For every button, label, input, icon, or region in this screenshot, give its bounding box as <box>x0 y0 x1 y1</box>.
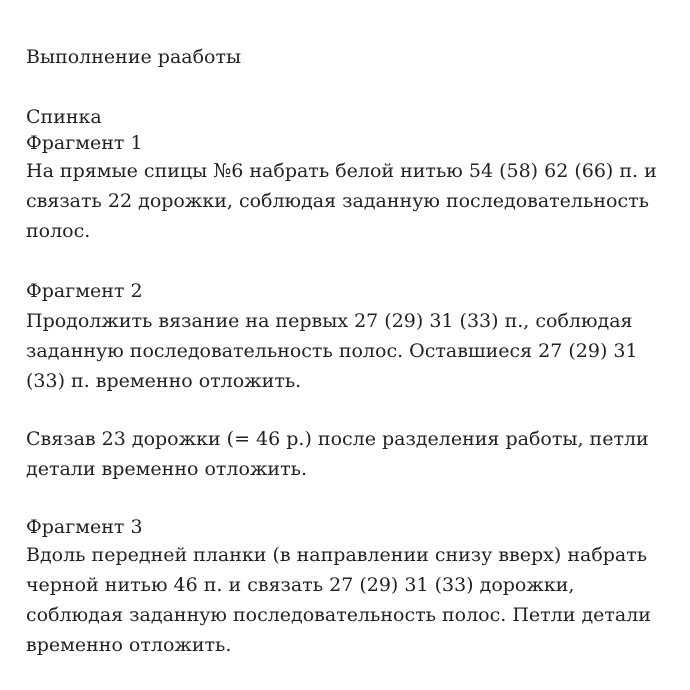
section-heading: Спинка <box>26 106 102 128</box>
fragment-1-text-line: полос. <box>26 220 91 242</box>
fragment-3-text-line: соблюдая заданную последовательность полос. Петли детали <box>26 604 651 626</box>
fragment-1-text-line: связать 22 дорожки, соблюдая заданную последовательность <box>26 190 649 212</box>
fragment-2-text-line: заданную последовательность полос. Оставшиеся 27 (29) 31 <box>26 340 638 362</box>
fragment-2-note-line: Связав 23 дорожки (= 46 р.) после разделения работы, петли <box>26 428 649 450</box>
fragment-1-heading: Фрагмент 1 <box>26 132 143 154</box>
fragment-3-text-line: черной нитью 46 п. и связать 27 (29) 31 (33) дорожки, <box>26 574 575 596</box>
fragment-3-text-line: временно отложить. <box>26 634 232 656</box>
fragment-2-text-line: Продолжить вязание на первых 27 (29) 31 (33) п., соблюдая <box>26 310 633 332</box>
fragment-2-heading: Фрагмент 2 <box>26 280 143 302</box>
fragment-3-heading: Фрагмент 3 <box>26 516 143 538</box>
fragment-2-note-line: детали временно отложить. <box>26 458 307 480</box>
fragment-1-text-line: На прямые спицы №6 набрать белой нитью 54 (58) 62 (66) п. и <box>26 160 657 182</box>
fragment-2-text-line: (33) п. временно отложить. <box>26 370 302 392</box>
document-title: Выполнение рааботы <box>26 46 242 68</box>
fragment-3-text-line: Вдоль передней планки (в направлении снизу вверх) набрать <box>26 544 648 566</box>
